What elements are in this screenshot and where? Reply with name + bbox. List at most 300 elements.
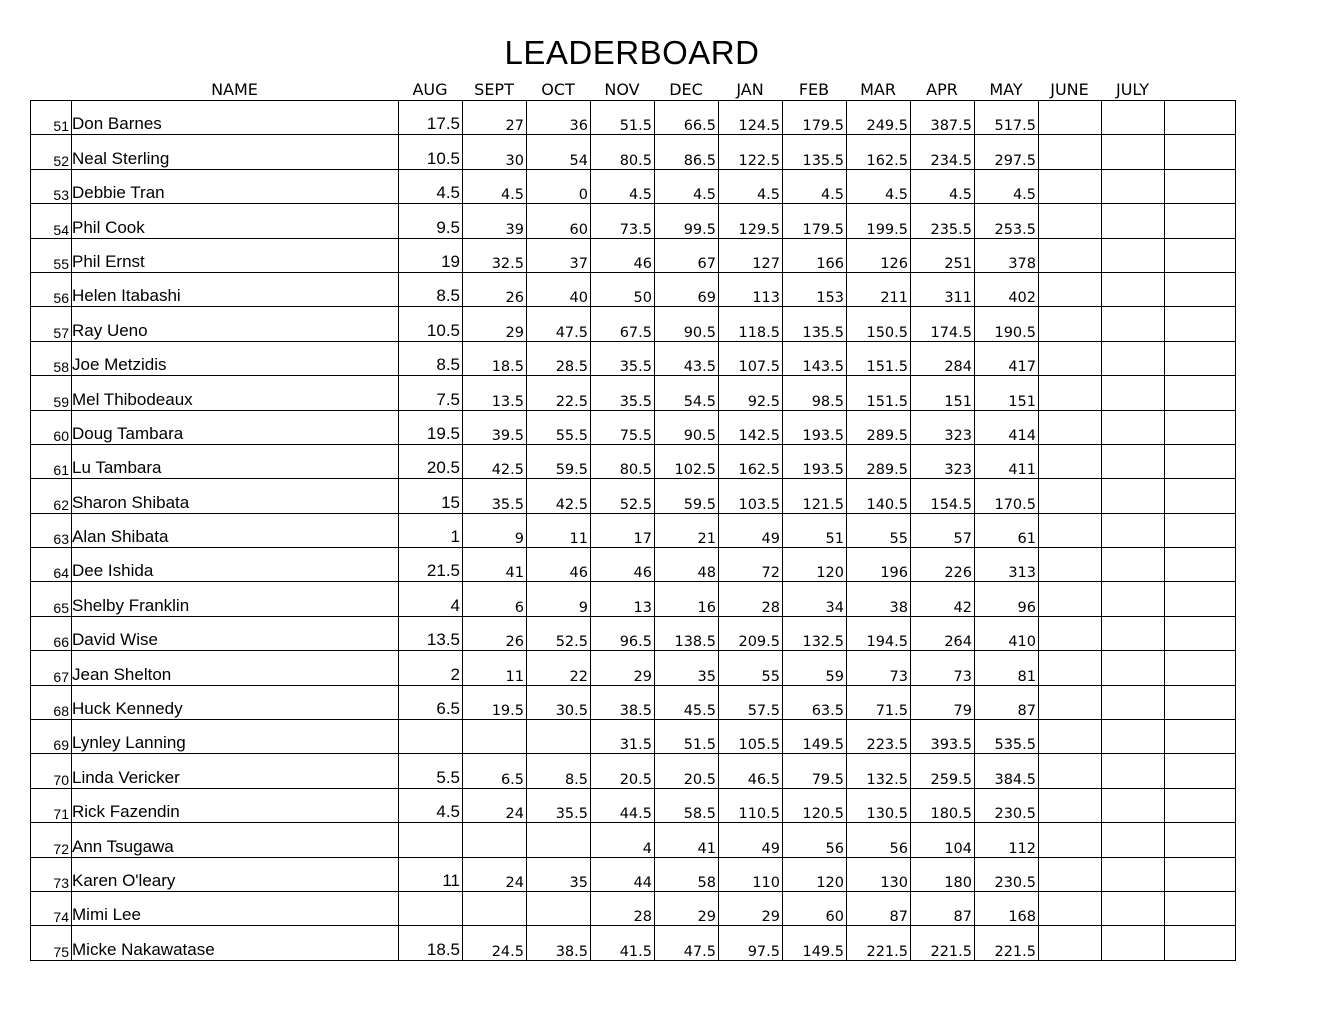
score-feb: 179.5 (783, 204, 847, 238)
empty-cell (1165, 169, 1236, 203)
row-number: 53 (31, 169, 72, 203)
score-dec: 69 (655, 272, 719, 306)
score-nov: 17 (591, 513, 655, 547)
column-header-oct: OCT (541, 80, 575, 99)
score-june (1039, 272, 1102, 306)
score-dec: 35 (655, 651, 719, 685)
column-header-aug: AUG (412, 80, 448, 99)
score-june (1039, 307, 1102, 341)
score-nov: 29 (591, 651, 655, 685)
score-apr: 4.5 (911, 169, 975, 203)
score-jan: 127 (719, 238, 783, 272)
score-feb: 135.5 (783, 135, 847, 169)
score-may: 410 (975, 616, 1039, 650)
score-feb: 63.5 (783, 685, 847, 719)
score-feb: 98.5 (783, 376, 847, 410)
score-nov: 4.5 (591, 169, 655, 203)
score-july (1102, 479, 1165, 513)
score-mar: 130.5 (847, 788, 911, 822)
score-apr: 264 (911, 616, 975, 650)
score-june (1039, 548, 1102, 582)
score-aug: 8.5 (399, 341, 463, 375)
row-number: 57 (31, 307, 72, 341)
row-number: 64 (31, 548, 72, 582)
empty-cell (1165, 204, 1236, 238)
empty-cell (1165, 238, 1236, 272)
score-aug: 6.5 (399, 685, 463, 719)
score-dec: 102.5 (655, 444, 719, 478)
score-may: 378 (975, 238, 1039, 272)
score-may: 221.5 (975, 926, 1039, 960)
score-may: 112 (975, 823, 1039, 857)
score-june (1039, 651, 1102, 685)
score-aug: 4.5 (399, 788, 463, 822)
table-row (31, 341, 1236, 375)
score-dec: 58 (655, 857, 719, 891)
player-name: Lynley Lanning (72, 720, 399, 754)
score-jan: 113 (719, 272, 783, 306)
leaderboard-table (30, 100, 1236, 961)
score-nov: 52.5 (591, 479, 655, 513)
empty-cell (1165, 307, 1236, 341)
empty-cell (1165, 548, 1236, 582)
score-feb: 143.5 (783, 341, 847, 375)
table-row (31, 720, 1236, 754)
score-feb: 121.5 (783, 479, 847, 513)
score-june (1039, 857, 1102, 891)
score-nov: 44 (591, 857, 655, 891)
column-header-name: NAME (211, 80, 258, 99)
column-header-nov: NOV (604, 80, 640, 99)
score-sept: 24 (463, 857, 527, 891)
score-feb: 60 (783, 891, 847, 925)
row-number: 65 (31, 582, 72, 616)
score-june (1039, 135, 1102, 169)
empty-cell (1165, 823, 1236, 857)
score-aug: 8.5 (399, 272, 463, 306)
table-row (31, 479, 1236, 513)
player-name: Mimi Lee (72, 891, 399, 925)
score-july (1102, 548, 1165, 582)
score-dec: 29 (655, 891, 719, 925)
score-aug: 5.5 (399, 754, 463, 788)
score-nov: 31.5 (591, 720, 655, 754)
score-aug: 19.5 (399, 410, 463, 444)
score-july (1102, 169, 1165, 203)
score-sept: 30 (463, 135, 527, 169)
score-apr: 235.5 (911, 204, 975, 238)
score-nov: 41.5 (591, 926, 655, 960)
score-jan: 29 (719, 891, 783, 925)
score-jan: 209.5 (719, 616, 783, 650)
score-sept: 26 (463, 616, 527, 650)
score-oct: 30.5 (527, 685, 591, 719)
score-june (1039, 444, 1102, 478)
score-nov: 67.5 (591, 307, 655, 341)
score-apr: 226 (911, 548, 975, 582)
score-mar: 150.5 (847, 307, 911, 341)
score-apr: 73 (911, 651, 975, 685)
score-oct: 38.5 (527, 926, 591, 960)
column-header-apr: APR (926, 80, 958, 99)
score-oct: 36 (527, 101, 591, 135)
score-july (1102, 857, 1165, 891)
score-oct: 42.5 (527, 479, 591, 513)
score-aug: 7.5 (399, 376, 463, 410)
table-row (31, 926, 1236, 960)
score-mar: 126 (847, 238, 911, 272)
score-may: 170.5 (975, 479, 1039, 513)
score-june (1039, 513, 1102, 547)
table-row (31, 444, 1236, 478)
score-apr: 259.5 (911, 754, 975, 788)
row-number: 59 (31, 376, 72, 410)
row-number: 74 (31, 891, 72, 925)
table-row (31, 204, 1236, 238)
score-june (1039, 238, 1102, 272)
score-jan: 142.5 (719, 410, 783, 444)
score-jan: 118.5 (719, 307, 783, 341)
player-name: Alan Shibata (72, 513, 399, 547)
table-row (31, 823, 1236, 857)
score-may: 87 (975, 685, 1039, 719)
empty-cell (1165, 101, 1236, 135)
score-feb: 149.5 (783, 720, 847, 754)
score-june (1039, 891, 1102, 925)
score-june (1039, 410, 1102, 444)
score-feb: 193.5 (783, 410, 847, 444)
score-dec: 4.5 (655, 169, 719, 203)
score-jan: 122.5 (719, 135, 783, 169)
row-number: 67 (31, 651, 72, 685)
score-july (1102, 307, 1165, 341)
score-june (1039, 376, 1102, 410)
table-row (31, 272, 1236, 306)
score-aug (399, 891, 463, 925)
column-header-dec: DEC (669, 80, 703, 99)
row-number: 58 (31, 341, 72, 375)
empty-cell (1165, 272, 1236, 306)
score-may: 81 (975, 651, 1039, 685)
score-nov: 13 (591, 582, 655, 616)
score-june (1039, 788, 1102, 822)
score-july (1102, 238, 1165, 272)
score-dec: 66.5 (655, 101, 719, 135)
score-feb: 51 (783, 513, 847, 547)
column-header-mar: MAR (860, 80, 896, 99)
player-name: Linda Vericker (72, 754, 399, 788)
score-may: 535.5 (975, 720, 1039, 754)
score-mar: 4.5 (847, 169, 911, 203)
score-nov: 28 (591, 891, 655, 925)
table-row (31, 788, 1236, 822)
score-nov: 73.5 (591, 204, 655, 238)
score-sept: 4.5 (463, 169, 527, 203)
score-jan: 129.5 (719, 204, 783, 238)
score-dec: 99.5 (655, 204, 719, 238)
score-aug: 18.5 (399, 926, 463, 960)
score-nov: 20.5 (591, 754, 655, 788)
score-may: 61 (975, 513, 1039, 547)
score-apr: 174.5 (911, 307, 975, 341)
score-aug: 2 (399, 651, 463, 685)
score-feb: 179.5 (783, 101, 847, 135)
score-oct: 60 (527, 204, 591, 238)
score-july (1102, 341, 1165, 375)
score-oct: 40 (527, 272, 591, 306)
score-apr: 234.5 (911, 135, 975, 169)
score-apr: 154.5 (911, 479, 975, 513)
row-number: 69 (31, 720, 72, 754)
score-july (1102, 720, 1165, 754)
score-feb: 132.5 (783, 616, 847, 650)
score-june (1039, 685, 1102, 719)
score-sept: 35.5 (463, 479, 527, 513)
score-apr: 284 (911, 341, 975, 375)
score-mar: 38 (847, 582, 911, 616)
score-july (1102, 616, 1165, 650)
score-jan: 103.5 (719, 479, 783, 513)
score-jan: 49 (719, 823, 783, 857)
score-aug: 21.5 (399, 548, 463, 582)
score-dec: 86.5 (655, 135, 719, 169)
score-aug: 9.5 (399, 204, 463, 238)
score-nov: 35.5 (591, 341, 655, 375)
score-oct: 47.5 (527, 307, 591, 341)
score-oct: 37 (527, 238, 591, 272)
score-dec: 90.5 (655, 307, 719, 341)
score-oct (527, 823, 591, 857)
score-mar: 194.5 (847, 616, 911, 650)
score-apr: 323 (911, 410, 975, 444)
row-number: 55 (31, 238, 72, 272)
empty-cell (1165, 754, 1236, 788)
empty-cell (1165, 410, 1236, 444)
score-aug: 15 (399, 479, 463, 513)
score-feb: 59 (783, 651, 847, 685)
table-row (31, 135, 1236, 169)
table-row (31, 582, 1236, 616)
empty-cell (1165, 376, 1236, 410)
player-name: Phil Cook (72, 204, 399, 238)
score-dec: 43.5 (655, 341, 719, 375)
empty-cell (1165, 341, 1236, 375)
score-july (1102, 823, 1165, 857)
score-nov: 50 (591, 272, 655, 306)
score-oct: 11 (527, 513, 591, 547)
score-aug: 10.5 (399, 307, 463, 341)
score-jan: 46.5 (719, 754, 783, 788)
score-apr: 221.5 (911, 926, 975, 960)
score-oct: 35.5 (527, 788, 591, 822)
score-aug: 19 (399, 238, 463, 272)
score-mar: 249.5 (847, 101, 911, 135)
score-nov: 4 (591, 823, 655, 857)
score-may: 96 (975, 582, 1039, 616)
player-name: Ann Tsugawa (72, 823, 399, 857)
player-name: Phil Ernst (72, 238, 399, 272)
score-sept: 13.5 (463, 376, 527, 410)
score-mar: 151.5 (847, 376, 911, 410)
player-name: Shelby Franklin (72, 582, 399, 616)
empty-cell (1165, 788, 1236, 822)
score-mar: 151.5 (847, 341, 911, 375)
empty-cell (1165, 513, 1236, 547)
score-sept: 41 (463, 548, 527, 582)
score-feb: 153 (783, 272, 847, 306)
score-sept: 29 (463, 307, 527, 341)
score-may: 151 (975, 376, 1039, 410)
score-may: 313 (975, 548, 1039, 582)
table-row (31, 857, 1236, 891)
score-jan: 110.5 (719, 788, 783, 822)
score-mar: 199.5 (847, 204, 911, 238)
score-nov: 46 (591, 238, 655, 272)
empty-cell (1165, 857, 1236, 891)
score-nov: 38.5 (591, 685, 655, 719)
score-may: 517.5 (975, 101, 1039, 135)
player-name: Mel Thibodeaux (72, 376, 399, 410)
score-apr: 180.5 (911, 788, 975, 822)
score-aug: 4 (399, 582, 463, 616)
score-july (1102, 101, 1165, 135)
score-mar: 223.5 (847, 720, 911, 754)
score-apr: 251 (911, 238, 975, 272)
score-sept: 24.5 (463, 926, 527, 960)
row-number: 54 (31, 204, 72, 238)
score-mar: 221.5 (847, 926, 911, 960)
row-number: 60 (31, 410, 72, 444)
table-row (31, 548, 1236, 582)
score-sept: 9 (463, 513, 527, 547)
score-oct: 52.5 (527, 616, 591, 650)
row-number: 72 (31, 823, 72, 857)
score-july (1102, 788, 1165, 822)
table-row (31, 513, 1236, 547)
score-may: 4.5 (975, 169, 1039, 203)
player-name: Dee Ishida (72, 548, 399, 582)
score-july (1102, 651, 1165, 685)
score-jan: 162.5 (719, 444, 783, 478)
score-oct: 28.5 (527, 341, 591, 375)
score-dec: 51.5 (655, 720, 719, 754)
table-row (31, 238, 1236, 272)
score-oct (527, 720, 591, 754)
score-may: 297.5 (975, 135, 1039, 169)
score-jan: 97.5 (719, 926, 783, 960)
score-sept: 11 (463, 651, 527, 685)
score-may: 230.5 (975, 788, 1039, 822)
score-june (1039, 616, 1102, 650)
score-july (1102, 685, 1165, 719)
score-jan: 57.5 (719, 685, 783, 719)
table-row (31, 891, 1236, 925)
player-name: Joe Metzidis (72, 341, 399, 375)
score-feb: 120 (783, 548, 847, 582)
score-mar: 140.5 (847, 479, 911, 513)
score-feb: 56 (783, 823, 847, 857)
score-apr: 151 (911, 376, 975, 410)
score-aug (399, 720, 463, 754)
score-mar: 196 (847, 548, 911, 582)
table-row (31, 685, 1236, 719)
score-aug: 20.5 (399, 444, 463, 478)
column-header-jan: JAN (736, 80, 764, 99)
score-dec: 21 (655, 513, 719, 547)
row-number: 70 (31, 754, 72, 788)
score-july (1102, 376, 1165, 410)
table-row (31, 101, 1236, 135)
score-may: 230.5 (975, 857, 1039, 891)
score-june (1039, 101, 1102, 135)
score-oct: 22 (527, 651, 591, 685)
player-name: Ray Ueno (72, 307, 399, 341)
score-aug: 11 (399, 857, 463, 891)
score-dec: 41 (655, 823, 719, 857)
empty-cell (1165, 891, 1236, 925)
score-nov: 80.5 (591, 135, 655, 169)
score-jan: 28 (719, 582, 783, 616)
score-apr: 57 (911, 513, 975, 547)
column-header-feb: FEB (798, 80, 830, 99)
score-may: 414 (975, 410, 1039, 444)
score-june (1039, 754, 1102, 788)
player-name: Doug Tambara (72, 410, 399, 444)
player-name: David Wise (72, 616, 399, 650)
player-name: Huck Kennedy (72, 685, 399, 719)
table-row (31, 616, 1236, 650)
score-sept: 18.5 (463, 341, 527, 375)
score-mar: 162.5 (847, 135, 911, 169)
score-nov: 96.5 (591, 616, 655, 650)
score-sept: 32.5 (463, 238, 527, 272)
score-sept: 24 (463, 788, 527, 822)
empty-cell (1165, 616, 1236, 650)
player-name: Jean Shelton (72, 651, 399, 685)
score-sept: 6 (463, 582, 527, 616)
score-may: 417 (975, 341, 1039, 375)
score-feb: 135.5 (783, 307, 847, 341)
score-sept (463, 720, 527, 754)
score-june (1039, 479, 1102, 513)
score-feb: 120 (783, 857, 847, 891)
score-apr: 323 (911, 444, 975, 478)
empty-cell (1165, 651, 1236, 685)
score-dec: 16 (655, 582, 719, 616)
score-jan: 72 (719, 548, 783, 582)
score-sept: 19.5 (463, 685, 527, 719)
score-oct: 22.5 (527, 376, 591, 410)
row-number: 52 (31, 135, 72, 169)
score-dec: 138.5 (655, 616, 719, 650)
score-dec: 45.5 (655, 685, 719, 719)
score-feb: 4.5 (783, 169, 847, 203)
table-row (31, 410, 1236, 444)
score-feb: 166 (783, 238, 847, 272)
score-sept: 39 (463, 204, 527, 238)
score-nov: 44.5 (591, 788, 655, 822)
score-jan: 4.5 (719, 169, 783, 203)
score-sept: 42.5 (463, 444, 527, 478)
score-apr: 42 (911, 582, 975, 616)
score-dec: 59.5 (655, 479, 719, 513)
score-dec: 58.5 (655, 788, 719, 822)
empty-cell (1165, 444, 1236, 478)
score-mar: 55 (847, 513, 911, 547)
score-nov: 46 (591, 548, 655, 582)
score-mar: 73 (847, 651, 911, 685)
score-may: 402 (975, 272, 1039, 306)
